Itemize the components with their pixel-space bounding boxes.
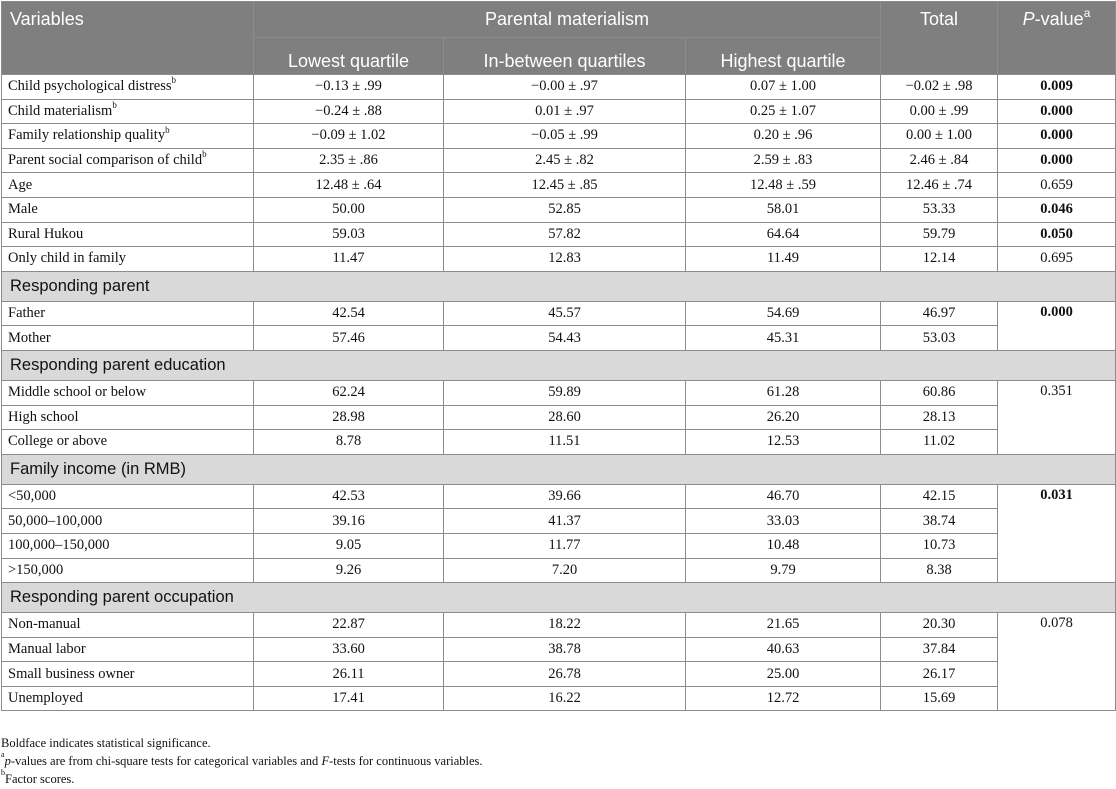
row-label: Middle school or below — [2, 380, 254, 405]
table-header — [2, 2, 1116, 75]
table-row — [2, 222, 1116, 247]
cell-total: 28.13 — [881, 405, 998, 430]
row-label — [2, 99, 254, 124]
cell-lowest: 8.78 — [254, 430, 444, 455]
cell-total: 0.00 ± 1.00 — [881, 124, 998, 149]
cell-highest: 54.69 — [686, 301, 881, 326]
row-label: Manual labor — [2, 637, 254, 662]
table-row — [2, 613, 1116, 638]
table-row — [2, 509, 1116, 534]
section-header-parent-occupation — [2, 583, 1116, 613]
row-label: >150,000 — [2, 558, 254, 583]
row-label-sup: b — [112, 100, 117, 111]
cell-p-value: 0.659 — [998, 173, 1116, 198]
cell-total: 60.86 — [881, 380, 998, 405]
cell-total: 12.14 — [881, 247, 998, 272]
cell-total: 53.03 — [881, 326, 998, 351]
cell-highest: 10.48 — [686, 533, 881, 558]
cell-between: 57.82 — [444, 222, 686, 247]
cell-p-value: 0.009 — [998, 75, 1116, 100]
row-label-text: Parent social comparison of child — [8, 152, 203, 169]
cell-between: 12.83 — [444, 247, 686, 272]
cell-p-value: 0.000 — [998, 124, 1116, 149]
header-total: Total — [881, 2, 998, 75]
table-row — [2, 173, 1116, 198]
footnote-a-marker: a — [1, 749, 5, 759]
table-row — [2, 197, 1116, 222]
cell-highest: 0.20 ± .96 — [686, 124, 881, 149]
header-lowest-quartile: Lowest quartile — [254, 38, 444, 75]
header-in-between-quartiles: In-between quartiles — [444, 38, 686, 75]
row-label: Non-manual — [2, 613, 254, 638]
row-label — [2, 148, 254, 173]
row-label: Small business owner — [2, 662, 254, 687]
table-row — [2, 430, 1116, 455]
row-label-text: Family relationship quality — [8, 127, 166, 144]
header-p-suffix: -value — [1034, 9, 1084, 29]
cell-p-value: 0.000 — [998, 148, 1116, 173]
cell-between: 26.78 — [444, 662, 686, 687]
cell-lowest: 39.16 — [254, 509, 444, 534]
cell-total: 10.73 — [881, 533, 998, 558]
cell-lowest: 22.87 — [254, 613, 444, 638]
cell-total: 59.79 — [881, 222, 998, 247]
row-label: Rural Hukou — [2, 222, 254, 247]
row-label-sup: b — [171, 75, 177, 86]
cell-lowest: 9.05 — [254, 533, 444, 558]
cell-total: 12.46 ± .74 — [881, 173, 998, 198]
row-label: Male — [2, 197, 254, 222]
cell-between: 28.60 — [444, 405, 686, 430]
cell-total: 37.84 — [881, 637, 998, 662]
cell-lowest: 26.11 — [254, 662, 444, 687]
cell-lowest: −0.24 ± .88 — [254, 99, 444, 124]
table-row — [2, 637, 1116, 662]
footnote-a-f: F — [321, 754, 330, 768]
table-row — [2, 326, 1116, 351]
cell-highest: 2.59 ± .83 — [686, 148, 881, 173]
row-label: College or above — [2, 430, 254, 455]
cell-lowest: 50.00 — [254, 197, 444, 222]
row-label: High school — [2, 405, 254, 430]
cell-lowest: 12.48 ± .64 — [254, 173, 444, 198]
cell-highest: 0.25 ± 1.07 — [686, 99, 881, 124]
descriptive-statistics-table — [1, 1, 1116, 711]
cell-between: 39.66 — [444, 484, 686, 509]
header-p-italic: P — [1022, 9, 1035, 29]
cell-p-value: 0.046 — [998, 197, 1116, 222]
cell-total: −0.02 ± .98 — [881, 75, 998, 100]
cell-p-value: 0.351 — [998, 380, 1116, 454]
cell-lowest: 2.35 ± .86 — [254, 148, 444, 173]
cell-p-value: 0.031 — [998, 484, 1116, 582]
row-label: Only child in family — [2, 247, 254, 272]
table-row — [2, 662, 1116, 687]
header-parental-materialism: Parental materialism — [254, 2, 881, 38]
cell-total: 15.69 — [881, 686, 998, 711]
cell-p-value: 0.695 — [998, 247, 1116, 272]
cell-lowest: −0.13 ± .99 — [254, 75, 444, 100]
cell-total: 38.74 — [881, 509, 998, 534]
row-label: Age — [2, 173, 254, 198]
cell-lowest: 28.98 — [254, 405, 444, 430]
table-row — [2, 484, 1116, 509]
cell-highest: 21.65 — [686, 613, 881, 638]
cell-lowest: 33.60 — [254, 637, 444, 662]
table-row — [2, 99, 1116, 124]
section-header-responding-parent — [2, 271, 1116, 301]
cell-highest: 45.31 — [686, 326, 881, 351]
row-label: 100,000–150,000 — [2, 533, 254, 558]
table-row — [2, 405, 1116, 430]
cell-highest: 12.48 ± .59 — [686, 173, 881, 198]
table-row — [2, 301, 1116, 326]
footnote-boldface: Boldface indicates statistical significance. — [1, 736, 211, 750]
row-label-text: Child psychological distress — [8, 78, 172, 95]
row-label-sup: b — [165, 124, 170, 135]
cell-between: 11.51 — [444, 430, 686, 455]
cell-between: 0.01 ± .97 — [444, 99, 686, 124]
cell-highest: 12.72 — [686, 686, 881, 711]
cell-total: 42.15 — [881, 484, 998, 509]
row-label: Father — [2, 301, 254, 326]
cell-total: 46.97 — [881, 301, 998, 326]
cell-highest: 61.28 — [686, 380, 881, 405]
cell-lowest: 17.41 — [254, 686, 444, 711]
cell-between: 11.77 — [444, 533, 686, 558]
header-variables: Variables — [2, 2, 254, 75]
cell-between: 38.78 — [444, 637, 686, 662]
cell-between: 54.43 — [444, 326, 686, 351]
cell-highest: 11.49 — [686, 247, 881, 272]
header-highest-quartile: Highest quartile — [686, 38, 881, 75]
section-header-family-income — [2, 454, 1116, 484]
cell-total: 11.02 — [881, 430, 998, 455]
cell-lowest: 42.53 — [254, 484, 444, 509]
section-title: Responding parent — [2, 271, 1116, 301]
footnote-a-text: -values are from chi-square tests for categorical variables and — [10, 754, 322, 768]
row-label: Mother — [2, 326, 254, 351]
footnote-a-end: -tests for continuous variables. — [329, 754, 483, 768]
cell-total: 53.33 — [881, 197, 998, 222]
cell-highest: 58.01 — [686, 197, 881, 222]
cell-total: 20.30 — [881, 613, 998, 638]
cell-total: 2.46 ± .84 — [881, 148, 998, 173]
cell-between: 41.37 — [444, 509, 686, 534]
cell-total: 26.17 — [881, 662, 998, 687]
footnote-b-marker: b — [1, 767, 5, 777]
cell-between: 45.57 — [444, 301, 686, 326]
table-row — [2, 148, 1116, 173]
cell-between: 18.22 — [444, 613, 686, 638]
table-row — [2, 247, 1116, 272]
cell-highest: 26.20 — [686, 405, 881, 430]
table-row — [2, 124, 1116, 149]
cell-highest: 46.70 — [686, 484, 881, 509]
cell-highest: 25.00 — [686, 662, 881, 687]
table-footnotes — [1, 734, 483, 788]
cell-highest: 64.64 — [686, 222, 881, 247]
section-header-parent-education — [2, 350, 1116, 380]
cell-between: 2.45 ± .82 — [444, 148, 686, 173]
cell-between: −0.00 ± .97 — [444, 75, 686, 100]
cell-p-value: 0.050 — [998, 222, 1116, 247]
cell-between: 7.20 — [444, 558, 686, 583]
cell-highest: 40.63 — [686, 637, 881, 662]
cell-lowest: 9.26 — [254, 558, 444, 583]
cell-lowest: 62.24 — [254, 380, 444, 405]
footnote-b — [1, 767, 483, 788]
footnote-a-p: p — [4, 754, 11, 768]
header-p-sup: a — [1083, 6, 1091, 20]
table-row — [2, 533, 1116, 558]
cell-between: 52.85 — [444, 197, 686, 222]
row-label — [2, 124, 254, 149]
cell-lowest: −0.09 ± 1.02 — [254, 124, 444, 149]
cell-total: 0.00 ± .99 — [881, 99, 998, 124]
header-p-value — [998, 2, 1116, 75]
cell-between: 59.89 — [444, 380, 686, 405]
cell-highest: 12.53 — [686, 430, 881, 455]
cell-lowest: 57.46 — [254, 326, 444, 351]
cell-lowest: 59.03 — [254, 222, 444, 247]
cell-p-value: 0.000 — [998, 99, 1116, 124]
row-label-sup: b — [202, 149, 207, 160]
row-label: 50,000–100,000 — [2, 509, 254, 534]
table-row — [2, 558, 1116, 583]
cell-between: 12.45 ± .85 — [444, 173, 686, 198]
cell-between: 16.22 — [444, 686, 686, 711]
row-label — [2, 75, 254, 100]
row-label-text: Child materialism — [8, 102, 113, 119]
cell-between: −0.05 ± .99 — [444, 124, 686, 149]
table-row — [2, 75, 1116, 100]
table-row — [2, 380, 1116, 405]
row-label: <50,000 — [2, 484, 254, 509]
cell-highest: 33.03 — [686, 509, 881, 534]
cell-p-value: 0.000 — [998, 301, 1116, 350]
table-body — [2, 75, 1116, 711]
cell-lowest: 11.47 — [254, 247, 444, 272]
section-title: Family income (in RMB) — [2, 454, 1116, 484]
footnote-a — [1, 749, 483, 770]
cell-total: 8.38 — [881, 558, 998, 583]
cell-highest: 0.07 ± 1.00 — [686, 75, 881, 100]
cell-highest: 9.79 — [686, 558, 881, 583]
cell-p-value: 0.078 — [998, 613, 1116, 711]
cell-lowest: 42.54 — [254, 301, 444, 326]
footnote-b-text: Factor scores. — [5, 772, 75, 786]
table-row — [2, 686, 1116, 711]
section-title: Responding parent occupation — [2, 583, 1116, 613]
row-label: Unemployed — [2, 686, 254, 711]
section-title: Responding parent education — [2, 350, 1116, 380]
